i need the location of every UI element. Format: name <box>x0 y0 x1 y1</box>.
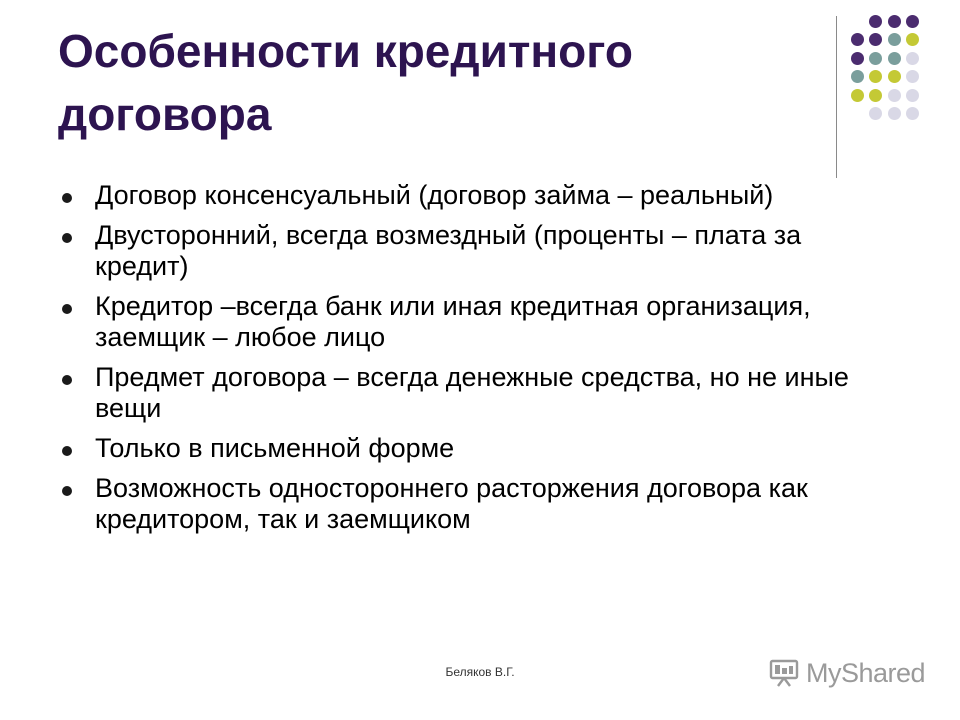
bullet-item <box>62 291 902 353</box>
bullet-list <box>62 180 902 544</box>
bullet-text: Договор консенсуальный (договор займа – реальный) <box>95 180 774 210</box>
decorative-dot <box>888 33 901 46</box>
bullet-dot-icon <box>62 486 72 496</box>
bullet-dot-icon <box>62 193 72 203</box>
bullet-dot-icon <box>62 446 72 456</box>
bullet-text: Кредитор –всегда банк или иная кредитная организация, заемщик – любое лицо <box>95 291 811 352</box>
decorative-dot <box>851 33 864 46</box>
bullet-text: Двусторонний, всегда возмездный (проценты – плата за кредит) <box>95 220 802 281</box>
decorative-dot <box>869 89 882 102</box>
bullet-item <box>62 180 902 211</box>
watermark <box>768 655 925 691</box>
decorative-dot <box>851 89 864 102</box>
bullet-item <box>62 220 902 282</box>
decorative-dot <box>851 52 864 65</box>
bullet-dot-icon <box>62 375 72 385</box>
bullet-dot-icon <box>62 233 72 243</box>
decorative-dot <box>888 15 901 28</box>
decorative-dot <box>906 107 919 120</box>
slide-title: Особенности кредитного договора <box>58 25 633 140</box>
decorative-dot <box>888 107 901 120</box>
decorative-dot <box>906 33 919 46</box>
decorative-dot <box>869 107 882 120</box>
bullet-item <box>62 362 902 424</box>
decorative-dot <box>851 70 864 83</box>
decorative-dot <box>906 70 919 83</box>
bullet-item <box>62 473 902 535</box>
decorative-dot <box>869 70 882 83</box>
decorative-dot <box>906 15 919 28</box>
decorative-dot <box>906 89 919 102</box>
bullet-item <box>62 433 902 464</box>
decorative-dot <box>888 70 901 83</box>
decorative-dot <box>888 52 901 65</box>
decorative-dot <box>869 15 882 28</box>
decorative-dot <box>869 33 882 46</box>
bullet-dot-icon <box>62 304 72 314</box>
decorative-dot-grid <box>0 0 960 200</box>
bullet-text: Только в письменной форме <box>95 433 455 463</box>
decorative-dot <box>906 52 919 65</box>
bullet-text: Возможность одностороннего расторжения договора как кредитором, так и заемщиком <box>95 473 808 534</box>
presentation-board-icon <box>768 658 800 688</box>
decorative-dot <box>888 89 901 102</box>
watermark-text: MyShared <box>806 657 926 688</box>
decorative-dot <box>869 52 882 65</box>
bullet-text: Предмет договора – всегда денежные средства, но не иные вещи <box>95 362 849 423</box>
footer-author: Беляков В.Г. <box>445 665 515 679</box>
